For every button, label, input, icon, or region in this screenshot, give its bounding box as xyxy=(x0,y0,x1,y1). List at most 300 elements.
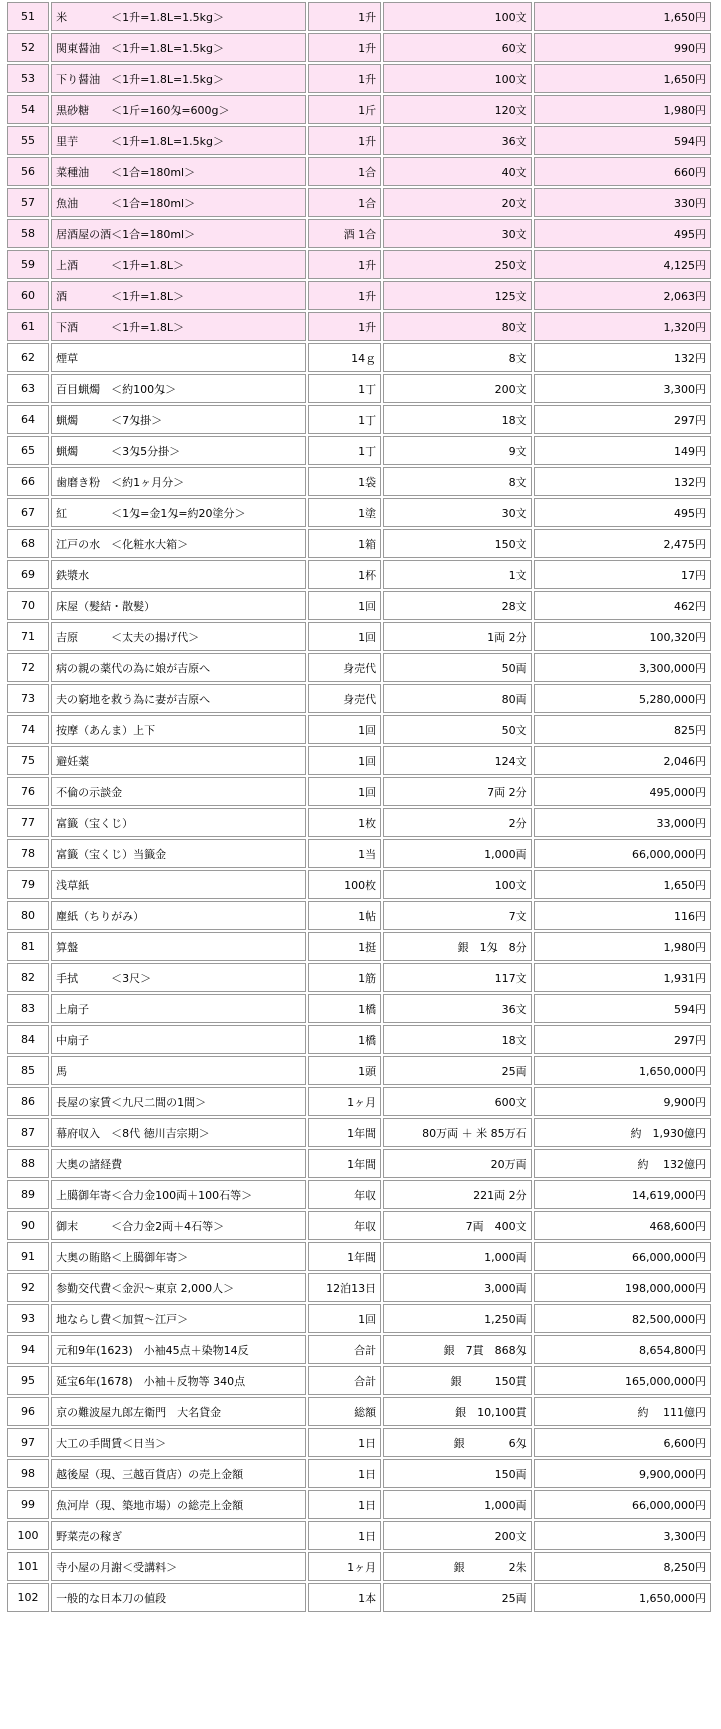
edo-price-cell: 銀 7貫 868匁 xyxy=(383,1335,532,1364)
item-name: 元和9年(1623) 小袖45点＋染物14反 xyxy=(51,1335,306,1364)
table-row xyxy=(7,2,711,31)
table-row xyxy=(7,374,711,403)
item-name: 関東醤油 ＜1升=1.8L=1.5kg＞ xyxy=(51,33,306,62)
yen-value-cell: 9,900円 xyxy=(534,1087,711,1116)
item-name: 魚河岸（現、築地市場）の総売上金額 xyxy=(51,1490,306,1519)
table-row xyxy=(7,1459,711,1488)
item-name: 手拭 ＜3尺＞ xyxy=(51,963,306,992)
edo-price-cell: 100文 xyxy=(383,870,532,899)
item-name: 夫の窮地を救う為に妻が吉原へ xyxy=(51,684,306,713)
table-row xyxy=(7,436,711,465)
row-number: 96 xyxy=(7,1397,49,1426)
edo-price-cell: 20万両 xyxy=(383,1149,532,1178)
unit-cell: 1日 xyxy=(308,1428,381,1457)
yen-value-cell: 825円 xyxy=(534,715,711,744)
edo-price-cell: 1両 2分 xyxy=(383,622,532,651)
edo-price-cell: 7両 2分 xyxy=(383,777,532,806)
yen-value-cell: 2,046円 xyxy=(534,746,711,775)
row-number: 67 xyxy=(7,498,49,527)
item-name: 中扇子 xyxy=(51,1025,306,1054)
unit-cell: 1橋 xyxy=(308,1025,381,1054)
unit-cell: 1回 xyxy=(308,746,381,775)
unit-cell: 1塗 xyxy=(308,498,381,527)
item-name: 参勤交代費＜金沢〜東京 2,000人＞ xyxy=(51,1273,306,1302)
yen-value-cell: 468,600円 xyxy=(534,1211,711,1240)
table-row xyxy=(7,126,711,155)
item-name: 越後屋（現、三越百貨店）の売上金額 xyxy=(51,1459,306,1488)
unit-cell: 1日 xyxy=(308,1490,381,1519)
item-name: 酒 ＜1升=1.8L＞ xyxy=(51,281,306,310)
yen-value-cell: 約 132億円 xyxy=(534,1149,711,1178)
table-row xyxy=(7,219,711,248)
item-name: 大奥の諸経費 xyxy=(51,1149,306,1178)
unit-cell: 1袋 xyxy=(308,467,381,496)
table-row xyxy=(7,1366,711,1395)
edo-price-cell: 40文 xyxy=(383,157,532,186)
row-number: 91 xyxy=(7,1242,49,1271)
yen-value-cell: 297円 xyxy=(534,405,711,434)
yen-value-cell: 990円 xyxy=(534,33,711,62)
unit-cell: 1頭 xyxy=(308,1056,381,1085)
row-number: 77 xyxy=(7,808,49,837)
yen-value-cell: 660円 xyxy=(534,157,711,186)
yen-value-cell: 462円 xyxy=(534,591,711,620)
table-row xyxy=(7,1490,711,1519)
table-row xyxy=(7,653,711,682)
table-row xyxy=(7,994,711,1023)
row-number: 56 xyxy=(7,157,49,186)
row-number: 51 xyxy=(7,2,49,31)
edo-price-cell: 9文 xyxy=(383,436,532,465)
table-row xyxy=(7,64,711,93)
unit-cell: 1年間 xyxy=(308,1149,381,1178)
yen-value-cell: 1,650,000円 xyxy=(534,1056,711,1085)
table-row xyxy=(7,715,711,744)
yen-value-cell: 594円 xyxy=(534,994,711,1023)
yen-value-cell: 66,000,000円 xyxy=(534,1242,711,1271)
row-number: 95 xyxy=(7,1366,49,1395)
table-row xyxy=(7,870,711,899)
row-number: 98 xyxy=(7,1459,49,1488)
edo-price-cell: 7両 400文 xyxy=(383,1211,532,1240)
unit-cell: 1回 xyxy=(308,715,381,744)
unit-cell: 1丁 xyxy=(308,405,381,434)
yen-value-cell: 5,280,000円 xyxy=(534,684,711,713)
row-number: 76 xyxy=(7,777,49,806)
row-number: 90 xyxy=(7,1211,49,1240)
yen-value-cell: 297円 xyxy=(534,1025,711,1054)
yen-value-cell: 149円 xyxy=(534,436,711,465)
edo-price-cell: 36文 xyxy=(383,126,532,155)
yen-value-cell: 1,650,000円 xyxy=(534,1583,711,1612)
edo-price-cell: 25両 xyxy=(383,1583,532,1612)
yen-value-cell: 132円 xyxy=(534,343,711,372)
item-name: 按摩（あんま）上下 xyxy=(51,715,306,744)
row-number: 79 xyxy=(7,870,49,899)
unit-cell: 1当 xyxy=(308,839,381,868)
table-row xyxy=(7,1335,711,1364)
row-number: 52 xyxy=(7,33,49,62)
row-number: 99 xyxy=(7,1490,49,1519)
unit-cell: 身売代 xyxy=(308,684,381,713)
edo-price-cell: 117文 xyxy=(383,963,532,992)
yen-value-cell: 33,000円 xyxy=(534,808,711,837)
unit-cell: 1日 xyxy=(308,1521,381,1550)
edo-price-cell: 28文 xyxy=(383,591,532,620)
row-number: 102 xyxy=(7,1583,49,1612)
item-name: 里芋 ＜1升=1.8L=1.5kg＞ xyxy=(51,126,306,155)
yen-value-cell: 330円 xyxy=(534,188,711,217)
item-name: 紅 ＜1匁=金1匁=約20塗分＞ xyxy=(51,498,306,527)
unit-cell: 1日 xyxy=(308,1459,381,1488)
edo-price-cell: 1,250両 xyxy=(383,1304,532,1333)
edo-price-cell: 1,000両 xyxy=(383,1490,532,1519)
edo-price-cell: 銀 2朱 xyxy=(383,1552,532,1581)
yen-value-cell: 8,250円 xyxy=(534,1552,711,1581)
row-number: 97 xyxy=(7,1428,49,1457)
item-name: 避妊薬 xyxy=(51,746,306,775)
yen-value-cell: 1,980円 xyxy=(534,95,711,124)
row-number: 65 xyxy=(7,436,49,465)
unit-cell: 1丁 xyxy=(308,436,381,465)
yen-value-cell: 82,500,000円 xyxy=(534,1304,711,1333)
table-row xyxy=(7,1552,711,1581)
unit-cell: 1升 xyxy=(308,33,381,62)
row-number: 64 xyxy=(7,405,49,434)
table-row xyxy=(7,95,711,124)
row-number: 66 xyxy=(7,467,49,496)
table-row xyxy=(7,1211,711,1240)
edo-price-cell: 50文 xyxy=(383,715,532,744)
item-name: 上臈御年寄＜合力金100両＋100石等＞ xyxy=(51,1180,306,1209)
yen-value-cell: 1,650円 xyxy=(534,870,711,899)
item-name: 富籤（宝くじ）当籤金 xyxy=(51,839,306,868)
item-name: 居酒屋の酒＜1合=180ml＞ xyxy=(51,219,306,248)
yen-value-cell: 1,980円 xyxy=(534,932,711,961)
edo-price-cell: 1,000両 xyxy=(383,1242,532,1271)
item-name: 病の親の薬代の為に娘が吉原へ xyxy=(51,653,306,682)
yen-value-cell: 165,000,000円 xyxy=(534,1366,711,1395)
row-number: 74 xyxy=(7,715,49,744)
unit-cell: 1杯 xyxy=(308,560,381,589)
yen-value-cell: 3,300円 xyxy=(534,374,711,403)
table-row xyxy=(7,777,711,806)
item-name: 地ならし費＜加賀〜江戸＞ xyxy=(51,1304,306,1333)
item-name: 算盤 xyxy=(51,932,306,961)
table-row xyxy=(7,1087,711,1116)
yen-value-cell: 3,300,000円 xyxy=(534,653,711,682)
edo-price-cell: 80両 xyxy=(383,684,532,713)
table-row xyxy=(7,1056,711,1085)
unit-cell: 1箱 xyxy=(308,529,381,558)
table-row xyxy=(7,1149,711,1178)
item-name: 富籤（宝くじ） xyxy=(51,808,306,837)
row-number: 61 xyxy=(7,312,49,341)
item-name: 塵紙（ちりがみ） xyxy=(51,901,306,930)
row-number: 78 xyxy=(7,839,49,868)
row-number: 68 xyxy=(7,529,49,558)
row-number: 53 xyxy=(7,64,49,93)
table-row xyxy=(7,808,711,837)
row-number: 71 xyxy=(7,622,49,651)
item-name: 浅草紙 xyxy=(51,870,306,899)
row-number: 93 xyxy=(7,1304,49,1333)
row-number: 57 xyxy=(7,188,49,217)
edo-price-cell: 125文 xyxy=(383,281,532,310)
unit-cell: 1枚 xyxy=(308,808,381,837)
row-number: 87 xyxy=(7,1118,49,1147)
item-name: 米 ＜1升=1.8L=1.5kg＞ xyxy=(51,2,306,31)
unit-cell: 1筋 xyxy=(308,963,381,992)
table-row xyxy=(7,1242,711,1271)
table-row xyxy=(7,1180,711,1209)
edo-price-cell: 80万両 ＋ 米 85万石 xyxy=(383,1118,532,1147)
row-number: 88 xyxy=(7,1149,49,1178)
item-name: 吉原 ＜太夫の揚げ代＞ xyxy=(51,622,306,651)
row-number: 60 xyxy=(7,281,49,310)
unit-cell: 1斤 xyxy=(308,95,381,124)
yen-value-cell: 495円 xyxy=(534,219,711,248)
unit-cell: 1合 xyxy=(308,157,381,186)
yen-value-cell: 約 111億円 xyxy=(534,1397,711,1426)
edo-price-cell: 100文 xyxy=(383,2,532,31)
row-number: 86 xyxy=(7,1087,49,1116)
unit-cell: 1帖 xyxy=(308,901,381,930)
yen-value-cell: 132円 xyxy=(534,467,711,496)
edo-price-cell: 30文 xyxy=(383,219,532,248)
row-number: 94 xyxy=(7,1335,49,1364)
unit-cell: 1升 xyxy=(308,126,381,155)
row-number: 85 xyxy=(7,1056,49,1085)
unit-cell: 1年間 xyxy=(308,1118,381,1147)
edo-price-cell: 3,000両 xyxy=(383,1273,532,1302)
yen-value-cell: 4,125円 xyxy=(534,250,711,279)
item-name: 上扇子 xyxy=(51,994,306,1023)
item-name: 歯磨き粉 ＜約1ヶ月分＞ xyxy=(51,467,306,496)
item-name: 馬 xyxy=(51,1056,306,1085)
unit-cell: 合計 xyxy=(308,1335,381,1364)
row-number: 82 xyxy=(7,963,49,992)
table-row xyxy=(7,312,711,341)
item-name: 黒砂糖 ＜1斤=160匁=600g＞ xyxy=(51,95,306,124)
yen-value-cell: 1,650円 xyxy=(534,2,711,31)
table-row xyxy=(7,591,711,620)
yen-value-cell: 6,600円 xyxy=(534,1428,711,1457)
item-name: 江戸の水 ＜化粧水大箱＞ xyxy=(51,529,306,558)
edo-price-cell: 18文 xyxy=(383,1025,532,1054)
item-name: 大工の手間賃＜日当＞ xyxy=(51,1428,306,1457)
unit-cell: 1年間 xyxy=(308,1242,381,1271)
item-name: 延宝6年(1678) 小袖＋反物等 340点 xyxy=(51,1366,306,1395)
edo-price-cell: 1文 xyxy=(383,560,532,589)
edo-price-cell: 1,000両 xyxy=(383,839,532,868)
item-name: 蝋燭 ＜3匁5分掛＞ xyxy=(51,436,306,465)
row-number: 54 xyxy=(7,95,49,124)
table-row xyxy=(7,1304,711,1333)
table-row xyxy=(7,33,711,62)
item-name: 野菜売の稼ぎ xyxy=(51,1521,306,1550)
item-name: 上酒 ＜1升=1.8L＞ xyxy=(51,250,306,279)
item-name: 寺小屋の月謝＜受講料＞ xyxy=(51,1552,306,1581)
edo-price-cell: 2分 xyxy=(383,808,532,837)
item-name: 長屋の家賃＜九尺二間の1間＞ xyxy=(51,1087,306,1116)
item-name: 御末 ＜合力金2両＋4石等＞ xyxy=(51,1211,306,1240)
yen-value-cell: 約 1,930億円 xyxy=(534,1118,711,1147)
item-name: 下酒 ＜1升=1.8L＞ xyxy=(51,312,306,341)
table-row xyxy=(7,746,711,775)
unit-cell: 1回 xyxy=(308,591,381,620)
yen-value-cell: 100,320円 xyxy=(534,622,711,651)
yen-value-cell: 2,475円 xyxy=(534,529,711,558)
table-row xyxy=(7,1521,711,1550)
row-number: 70 xyxy=(7,591,49,620)
edo-price-cell: 50両 xyxy=(383,653,532,682)
row-number: 55 xyxy=(7,126,49,155)
table-row xyxy=(7,1583,711,1612)
unit-cell: 1升 xyxy=(308,2,381,31)
row-number: 72 xyxy=(7,653,49,682)
table-row xyxy=(7,963,711,992)
unit-cell: 年収 xyxy=(308,1211,381,1240)
unit-cell: 1回 xyxy=(308,1304,381,1333)
table-row xyxy=(7,1273,711,1302)
unit-cell: 1挺 xyxy=(308,932,381,961)
unit-cell: 1ヶ月 xyxy=(308,1087,381,1116)
table-row xyxy=(7,1397,711,1426)
row-number: 101 xyxy=(7,1552,49,1581)
item-name: 一般的な日本刀の値段 xyxy=(51,1583,306,1612)
item-name: 大奥の賄賂＜上臈御年寄＞ xyxy=(51,1242,306,1271)
row-number: 75 xyxy=(7,746,49,775)
row-number: 84 xyxy=(7,1025,49,1054)
table-row xyxy=(7,1118,711,1147)
row-number: 81 xyxy=(7,932,49,961)
yen-value-cell: 1,320円 xyxy=(534,312,711,341)
edo-price-cell: 250文 xyxy=(383,250,532,279)
price-table-body xyxy=(7,2,711,1612)
edo-price-cell: 18文 xyxy=(383,405,532,434)
row-number: 80 xyxy=(7,901,49,930)
unit-cell: 1升 xyxy=(308,312,381,341)
row-number: 69 xyxy=(7,560,49,589)
unit-cell: 12泊13日 xyxy=(308,1273,381,1302)
table-row xyxy=(7,901,711,930)
table-row xyxy=(7,1025,711,1054)
row-number: 59 xyxy=(7,250,49,279)
table-row xyxy=(7,498,711,527)
table-row xyxy=(7,622,711,651)
edo-price-cell: 600文 xyxy=(383,1087,532,1116)
yen-value-cell: 495円 xyxy=(534,498,711,527)
unit-cell: 合計 xyxy=(308,1366,381,1395)
edo-price-cell: 20文 xyxy=(383,188,532,217)
edo-price-cell: 100文 xyxy=(383,64,532,93)
item-name: 百目蝋燭 ＜約100匁＞ xyxy=(51,374,306,403)
row-number: 89 xyxy=(7,1180,49,1209)
unit-cell: 1升 xyxy=(308,250,381,279)
unit-cell: 1回 xyxy=(308,622,381,651)
unit-cell: 1橋 xyxy=(308,994,381,1023)
edo-price-cell: 200文 xyxy=(383,374,532,403)
edo-price-cell: 30文 xyxy=(383,498,532,527)
edo-price-cell: 150文 xyxy=(383,529,532,558)
table-row xyxy=(7,281,711,310)
yen-value-cell: 8,654,800円 xyxy=(534,1335,711,1364)
yen-value-cell: 116円 xyxy=(534,901,711,930)
edo-price-cell: 7文 xyxy=(383,901,532,930)
edo-price-cell: 200文 xyxy=(383,1521,532,1550)
table-row xyxy=(7,529,711,558)
edo-price-cell: 150両 xyxy=(383,1459,532,1488)
item-name: 煙草 xyxy=(51,343,306,372)
table-row xyxy=(7,157,711,186)
yen-value-cell: 1,650円 xyxy=(534,64,711,93)
edo-price-table xyxy=(5,0,713,1614)
yen-value-cell: 594円 xyxy=(534,126,711,155)
table-row xyxy=(7,1428,711,1457)
table-row xyxy=(7,250,711,279)
item-name: 床屋（髪結・散髪） xyxy=(51,591,306,620)
row-number: 92 xyxy=(7,1273,49,1302)
item-name: 不倫の示談金 xyxy=(51,777,306,806)
yen-value-cell: 3,300円 xyxy=(534,1521,711,1550)
edo-price-cell: 60文 xyxy=(383,33,532,62)
yen-value-cell: 2,063円 xyxy=(534,281,711,310)
table-row xyxy=(7,560,711,589)
edo-price-cell: 120文 xyxy=(383,95,532,124)
table-row xyxy=(7,684,711,713)
row-number: 58 xyxy=(7,219,49,248)
item-name: 下り醤油 ＜1升=1.8L=1.5kg＞ xyxy=(51,64,306,93)
unit-cell: 1本 xyxy=(308,1583,381,1612)
edo-price-cell: 124文 xyxy=(383,746,532,775)
unit-cell: 1升 xyxy=(308,64,381,93)
row-number: 100 xyxy=(7,1521,49,1550)
edo-price-cell: 221両 2分 xyxy=(383,1180,532,1209)
item-name: 幕府収入 ＜8代 徳川吉宗期＞ xyxy=(51,1118,306,1147)
table-row xyxy=(7,932,711,961)
unit-cell: 1ヶ月 xyxy=(308,1552,381,1581)
table-row xyxy=(7,188,711,217)
row-number: 83 xyxy=(7,994,49,1023)
item-name: 菜種油 ＜1合=180ml＞ xyxy=(51,157,306,186)
yen-value-cell: 198,000,000円 xyxy=(534,1273,711,1302)
yen-value-cell: 495,000円 xyxy=(534,777,711,806)
yen-value-cell: 66,000,000円 xyxy=(534,1490,711,1519)
unit-cell: 1升 xyxy=(308,281,381,310)
edo-price-cell: 8文 xyxy=(383,467,532,496)
unit-cell: 総額 xyxy=(308,1397,381,1426)
edo-price-cell: 銀 1匁 8分 xyxy=(383,932,532,961)
yen-value-cell: 14,619,000円 xyxy=(534,1180,711,1209)
item-name: 京の難波屋九郎左衛門 大名貸金 xyxy=(51,1397,306,1426)
edo-price-cell: 銀 150貫 xyxy=(383,1366,532,1395)
unit-cell: 1合 xyxy=(308,188,381,217)
yen-value-cell: 9,900,000円 xyxy=(534,1459,711,1488)
table-row xyxy=(7,405,711,434)
row-number: 62 xyxy=(7,343,49,372)
item-name: 蝋燭 ＜7匁掛＞ xyxy=(51,405,306,434)
unit-cell: 1回 xyxy=(308,777,381,806)
unit-cell: 酒 1合 xyxy=(308,219,381,248)
unit-cell: 1丁 xyxy=(308,374,381,403)
edo-price-cell: 銀 6匁 xyxy=(383,1428,532,1457)
edo-price-cell: 25両 xyxy=(383,1056,532,1085)
unit-cell: 年収 xyxy=(308,1180,381,1209)
unit-cell: 100枚 xyxy=(308,870,381,899)
row-number: 73 xyxy=(7,684,49,713)
item-name: 鉄漿水 xyxy=(51,560,306,589)
